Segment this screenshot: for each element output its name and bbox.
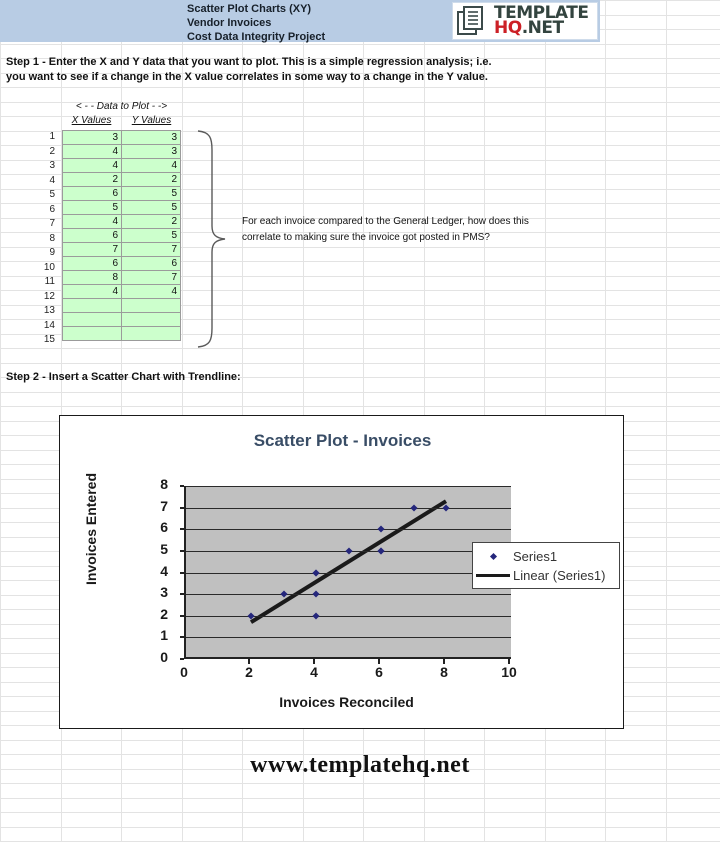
x-axis-tick-label: 2: [245, 664, 253, 680]
grid-row-line: [0, 348, 720, 349]
table-row[interactable]: [63, 285, 181, 299]
templatehq-logo: [452, 2, 598, 40]
row-number: 3: [49, 160, 55, 171]
grid-row-line: [0, 798, 720, 799]
logo-hq-text: HQ: [494, 18, 522, 38]
table-row[interactable]: [63, 229, 181, 243]
cell-y-value[interactable]: 5: [122, 201, 181, 215]
y-axis-tick-label: 1: [160, 627, 168, 644]
y-axis-tick-mark: [180, 485, 184, 487]
y-axis-tick-label: 8: [160, 476, 168, 492]
header-titles: [187, 2, 477, 44]
y-axis-tick-mark: [180, 615, 184, 617]
row-number: 12: [43, 290, 55, 302]
legend-label-series1: Series1: [513, 549, 558, 564]
cell-y-value[interactable]: 3: [122, 131, 181, 145]
x-axis-tick-mark: [248, 659, 250, 664]
row-number: 6: [49, 203, 55, 215]
y-axis-tick-mark: [180, 658, 184, 660]
step-1-line-1: Step 1 - Enter the X and Y data that you want to plot. This is a simple regression analysis; i.e.: [6, 56, 492, 68]
row-number: 10: [43, 261, 55, 273]
cell-x-value[interactable]: 4: [63, 285, 122, 299]
x-axis-label: Invoices Reconciled: [279, 694, 414, 710]
cell-x-value[interactable]: 3: [63, 131, 122, 145]
cell-y-value[interactable]: 4: [122, 285, 181, 299]
x-axis-tick-label: 4: [310, 664, 318, 680]
row-number-gutter: [30, 130, 58, 348]
footer-website: www.templatehq.net: [250, 752, 470, 778]
logo-wordmark: [494, 5, 588, 37]
x-axis-tick-label: 8: [440, 664, 448, 680]
y-axis-tick-mark: [180, 636, 184, 638]
grid-row-line: [0, 363, 720, 364]
table-row[interactable]: [63, 313, 181, 327]
x-axis-line: [186, 657, 511, 659]
note-line-2: correlate to making sure the invoice got posted in PMS?: [242, 232, 490, 243]
data-table: [62, 130, 181, 341]
row-number: 4: [49, 174, 55, 186]
cell-y-value[interactable]: 4: [122, 159, 181, 173]
table-row[interactable]: [63, 145, 181, 159]
x-axis-tick-label: 0: [180, 664, 188, 680]
cell-x-value[interactable]: 6: [63, 187, 122, 201]
x-axis-tick-mark: [378, 659, 380, 664]
table-row[interactable]: [63, 187, 181, 201]
grid-row-line: [0, 783, 720, 784]
legend-item-series1: [473, 547, 619, 566]
table-row[interactable]: [63, 243, 181, 257]
column-header-y: Y Values: [131, 115, 172, 126]
grid-row-line: [0, 740, 720, 741]
cell-x-value[interactable]: [63, 299, 122, 313]
table-row[interactable]: [63, 327, 181, 341]
logo-line-template: TEMPLATE: [494, 3, 589, 23]
cell-y-value[interactable]: 2: [122, 173, 181, 187]
grid-row-line: [0, 812, 720, 813]
chart-legend: [472, 542, 620, 589]
cell-y-value[interactable]: 5: [122, 187, 181, 201]
document-stack-icon: [457, 6, 491, 36]
cell-x-value[interactable]: 7: [63, 243, 122, 257]
x-axis-tick-label: 10: [501, 664, 517, 680]
cell-x-value[interactable]: 4: [63, 215, 122, 229]
chart-title: Scatter Plot - Invoices: [253, 431, 432, 450]
cell-x-value[interactable]: 2: [63, 173, 122, 187]
table-row[interactable]: [63, 159, 181, 173]
grid-row-line: [0, 392, 720, 393]
plot-area: [184, 486, 511, 659]
row-number: 15: [43, 334, 55, 345]
cell-x-value[interactable]: 4: [63, 145, 122, 159]
table-row[interactable]: [63, 271, 181, 285]
data-table-headers: [62, 115, 181, 129]
header-title-line-2: Vendor Invoices: [187, 17, 272, 29]
column-header-x: X Values: [71, 115, 112, 126]
row-number: 5: [49, 189, 55, 200]
row-number: 1: [49, 131, 55, 142]
logo-net-text: .NET: [521, 18, 564, 38]
gridline: [186, 616, 511, 617]
row-number: 9: [49, 247, 55, 258]
y-axis-tick-mark: [180, 550, 184, 552]
y-axis-tick-label: 7: [160, 497, 168, 514]
gridline: [186, 637, 511, 638]
legend-label-trendline: Linear (Series1): [513, 568, 606, 583]
grid-row-line: [0, 827, 720, 828]
gridline: [186, 594, 511, 595]
curly-brace-icon: [196, 128, 232, 350]
header-title-line-3: Cost Data Integrity Project: [187, 31, 326, 43]
grid-row-line: [0, 406, 720, 407]
table-row[interactable]: [63, 173, 181, 187]
y-axis-tick-label: 2: [160, 605, 168, 622]
cell-x-value[interactable]: [63, 313, 122, 327]
header-title-line-1: Scatter Plot Charts (XY): [187, 3, 312, 15]
legend-diamond-icon: [473, 554, 513, 559]
cell-x-value[interactable]: 8: [63, 271, 122, 285]
cell-x-value[interactable]: 6: [63, 229, 122, 243]
table-row[interactable]: [63, 299, 181, 313]
table-row[interactable]: [63, 257, 181, 271]
cell-y-value[interactable]: 7: [122, 271, 181, 285]
cell-y-value[interactable]: 7: [122, 243, 181, 257]
legend-item-trendline: [473, 566, 619, 585]
cell-x-value[interactable]: [63, 327, 122, 341]
y-axis-tick-label: 0: [160, 649, 168, 665]
y-axis-label: Invoices Entered: [83, 472, 99, 586]
y-axis-tick-label: 4: [160, 562, 168, 579]
step-1-instructions: [6, 55, 492, 85]
row-number: 11: [44, 276, 55, 287]
data-to-plot-caption: < - - Data to Plot - ->: [75, 101, 168, 112]
cell-y-value[interactable]: 2: [122, 215, 181, 229]
row-number: 8: [49, 232, 55, 244]
x-axis-tick-label: 6: [375, 664, 383, 680]
gridline: [186, 529, 511, 530]
row-number: 14: [43, 319, 55, 331]
gridline: [186, 508, 511, 509]
scatter-chart-panel[interactable]: [59, 415, 624, 729]
x-axis-tick-mark: [508, 659, 510, 664]
y-axis-tick-mark: [180, 572, 184, 574]
gridline: [186, 573, 511, 574]
table-row[interactable]: [63, 201, 181, 215]
y-axis-tick-label: 3: [160, 584, 168, 601]
cell-y-value[interactable]: 6: [122, 257, 181, 271]
cell-y-value[interactable]: [122, 313, 181, 327]
note-line-1: For each invoice compared to the General Ledger, how does this: [242, 216, 529, 227]
table-row[interactable]: [63, 131, 181, 145]
grid-row-line: [0, 44, 720, 45]
table-row[interactable]: [63, 215, 181, 229]
row-number: 7: [49, 218, 55, 229]
step-2-instructions: Step 2 - Insert a Scatter Chart with Trendline:: [6, 371, 241, 383]
cell-y-value[interactable]: [122, 327, 181, 341]
cell-y-value[interactable]: 5: [122, 229, 181, 243]
y-axis-tick-mark: [180, 507, 184, 509]
y-axis-tick-label: 5: [160, 540, 168, 557]
gridline: [186, 486, 511, 487]
row-number: 2: [49, 145, 55, 157]
cell-x-value[interactable]: 5: [63, 201, 122, 215]
cell-y-value[interactable]: [122, 299, 181, 313]
cell-x-value[interactable]: 6: [63, 257, 122, 271]
y-axis-tick-label: 6: [160, 519, 168, 536]
row-number: 13: [43, 305, 55, 316]
y-axis-tick-mark: [180, 528, 184, 530]
cell-x-value[interactable]: 4: [63, 159, 122, 173]
annotation-note: [242, 214, 552, 246]
x-axis-tick-mark: [443, 659, 445, 664]
grid-row-line: [0, 87, 720, 88]
y-axis-tick-mark: [180, 593, 184, 595]
step-1-line-2: you want to see if a change in the X value correlates in some way to a change in the Y value.: [6, 71, 488, 83]
legend-line-icon: [473, 574, 513, 577]
cell-y-value[interactable]: 3: [122, 145, 181, 159]
x-axis-tick-mark: [313, 659, 315, 664]
